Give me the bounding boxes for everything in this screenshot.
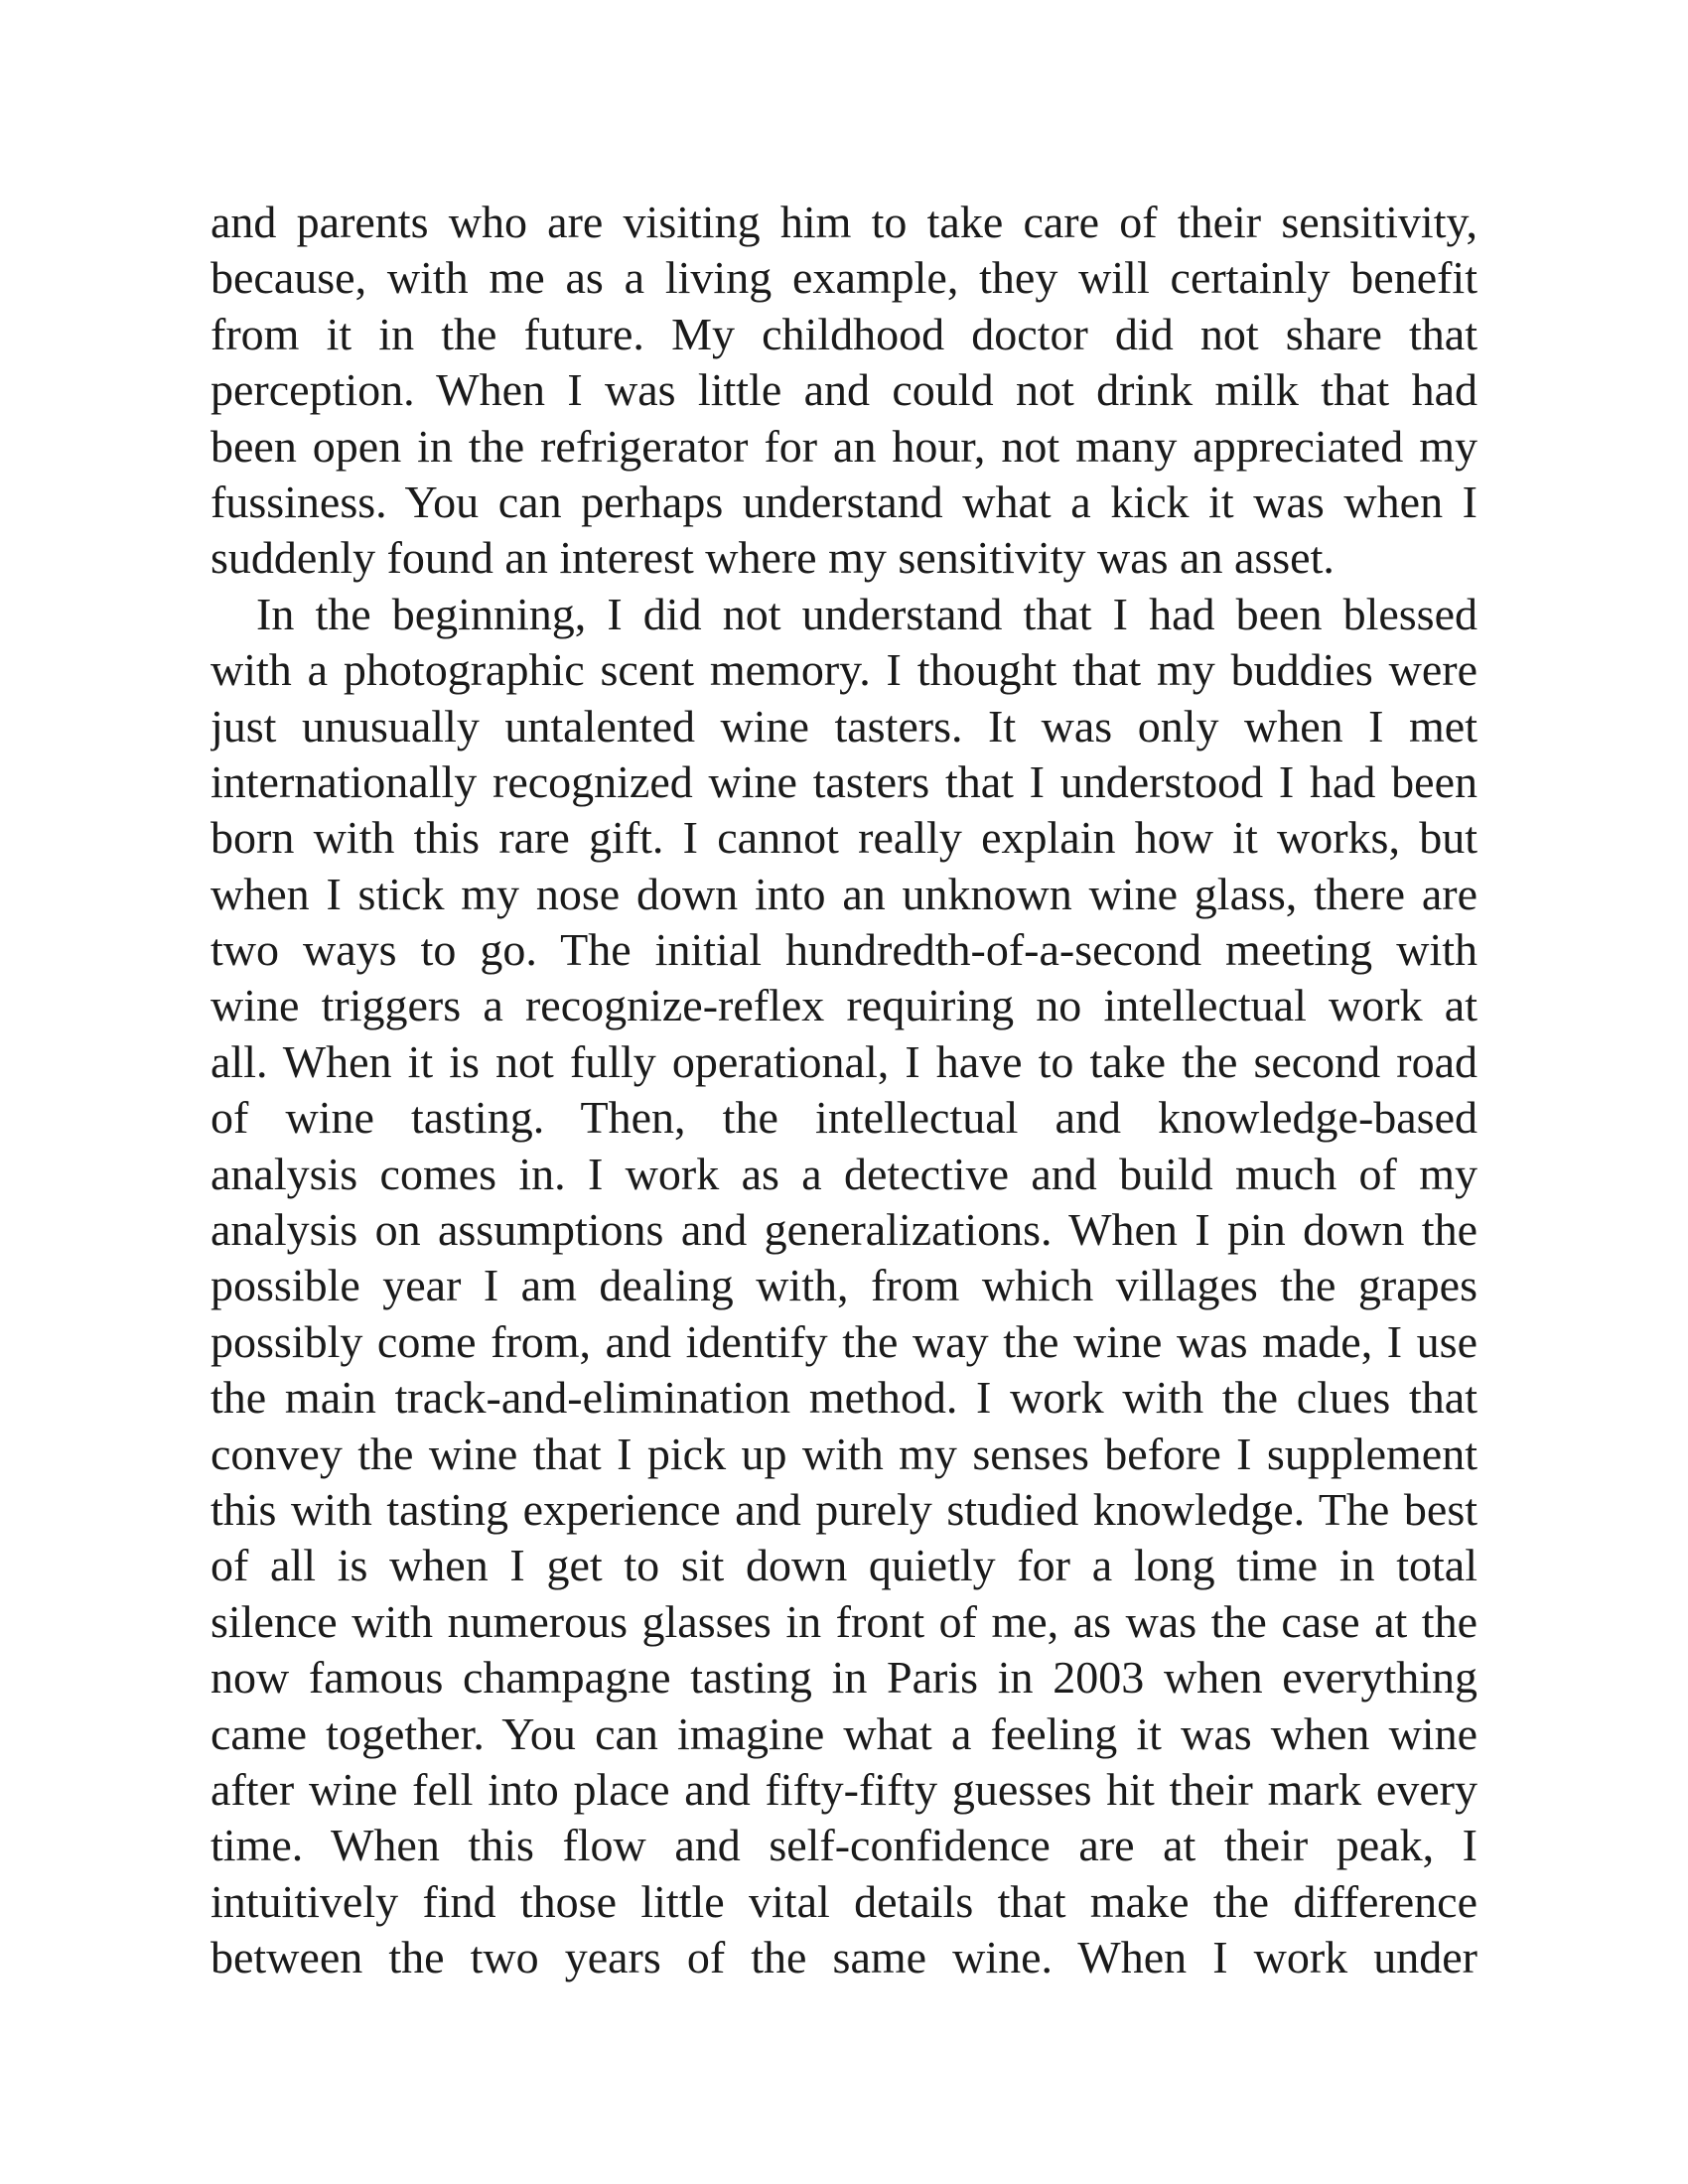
text-line: two ways to go. The initial hundredth-of-a-second meeting with (211, 924, 1477, 976)
text-line: just unusually untalented wine tasters. It was only when I met (211, 700, 1477, 751)
text-line: all. When it is not fully operational, I have to take the second road (211, 1035, 1477, 1087)
text-line: of all is when I get to sit down quietly for a long time in total (211, 1540, 1477, 1591)
text-line: silence with numerous glasses in front of me, as was the case at the (211, 1595, 1477, 1647)
text-line: and parents who are visiting him to take care of their sensitivity, (211, 197, 1477, 247)
text-line: possible year I am dealing with, from which villages the grapes (211, 1260, 1477, 1311)
text-line: fussiness. You can perhaps understand what a kick it was when I (211, 476, 1477, 527)
text-line: came together. You can imagine what a feeling it was when wine (211, 1707, 1477, 1759)
text-line: after wine fell into place and fifty-fifty guesses hit their mark every (211, 1763, 1477, 1815)
text-line: now famous champagne tasting in Paris in 2003 when everything (211, 1652, 1477, 1704)
paragraph (211, 587, 1477, 1986)
text-line: with a photographic scent memory. I thought that my buddies were (211, 644, 1477, 696)
text-line: born with this rare gift. I cannot really explain how it works, but (211, 812, 1477, 864)
text-line: the main track-and-elimination method. I work with the clues that (211, 1372, 1477, 1424)
text-line: In the beginning, I did not understand that I had been blessed (256, 588, 1477, 639)
text-line: of wine tasting. Then, the intellectual and knowledge-based (211, 1092, 1477, 1144)
text-line: convey the wine that I pick up with my senses before I supplement (211, 1428, 1477, 1479)
text-line: analysis comes in. I work as a detective and build much of my (211, 1148, 1477, 1199)
text-line: this with tasting experience and purely studied knowledge. The best (211, 1483, 1477, 1535)
text-line: wine triggers a recognize-reflex requiring no intellectual work at (211, 980, 1477, 1031)
text-line: time. When this flow and self-confidence are at their peak, I (211, 1820, 1477, 1871)
text-line: when I stick my nose down into an unknown wine glass, there are (211, 868, 1477, 919)
text-line: been open in the refrigerator for an hour, not many appreciated my (211, 420, 1477, 472)
paragraph (211, 195, 1477, 587)
text-line: because, with me as a living example, they will certainly benefit (211, 252, 1477, 304)
text-line: perception. When I was little and could not drink milk that had (211, 364, 1477, 416)
text-line: internationally recognized wine tasters that I understood I had been (211, 755, 1477, 807)
text-line: possibly come from, and identify the way the wine was made, I use (211, 1315, 1477, 1367)
page-body (211, 195, 1477, 1986)
text-line: from it in the future. My childhood doctor did not share that (211, 308, 1477, 359)
text-line: between the two years of the same wine. When I work under (211, 1932, 1477, 1983)
text-line: suddenly found an interest where my sensitivity was an asset. (211, 532, 1335, 584)
text-line: analysis on assumptions and generalizations. When I pin down the (211, 1204, 1477, 1256)
text-line: intuitively find those little vital details that make the difference (211, 1875, 1477, 1927)
